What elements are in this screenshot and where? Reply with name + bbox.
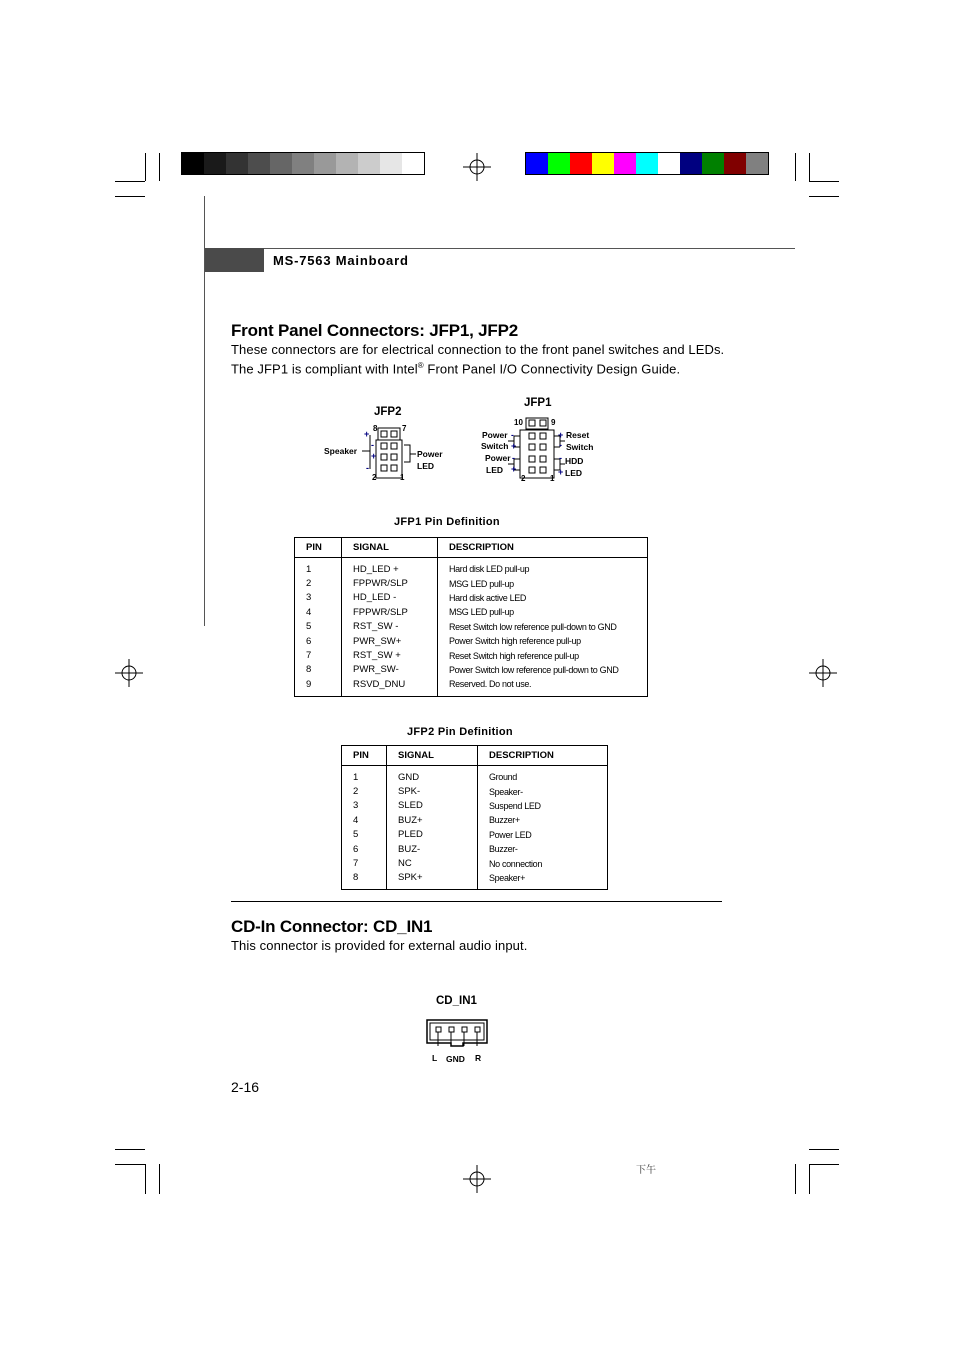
calibration-swatch — [270, 153, 292, 174]
calibration-swatch — [680, 153, 702, 174]
section-divider — [231, 901, 722, 902]
print-slug-text: 下午 — [636, 1165, 656, 1176]
jfp1-table-caption: JFP1 Pin Definition — [394, 516, 500, 528]
calibration-swatch — [226, 153, 248, 174]
table-row — [342, 871, 608, 890]
table-row — [342, 813, 608, 827]
signal-cell: PWR_SW+ — [342, 634, 438, 648]
jfp1-minus-1: - — [511, 430, 514, 440]
jfp2-pin-table — [341, 745, 608, 890]
pin-cell: 3 — [342, 799, 387, 813]
intro-line-2 — [231, 358, 724, 377]
description-cell: Power Switch high reference pull-up — [449, 636, 581, 647]
table-row — [342, 784, 608, 798]
signal-cell: RSVD_DNU — [342, 677, 438, 696]
pin-cell: 4 — [342, 813, 387, 827]
signal-cell: BUZ+ — [387, 813, 478, 827]
pin-cell: 2 — [295, 576, 342, 590]
jfp1-hdd-led-label-1: HDD — [565, 456, 584, 466]
signal-cell: FPPWR/SLP — [342, 576, 438, 590]
pin-cell: 1 — [342, 766, 387, 785]
pin-cell: 7 — [342, 856, 387, 870]
signal-cell: GND — [387, 766, 478, 785]
jfp2-minus-1: - — [371, 440, 374, 450]
pin-cell: 3 — [295, 591, 342, 605]
description-cell: No connection — [489, 858, 542, 869]
intro-line-1: These connectors are for electrical connection to the front panel switches and LEDs. — [231, 342, 725, 357]
jfp1-power-switch-label-1: Power — [482, 430, 508, 440]
description-cell: Power Switch low reference pull-down to GND — [449, 664, 619, 675]
jfp1-pin10-label: 10 — [514, 418, 523, 427]
cd-in-description: This connector is provided for external audio input. — [231, 938, 528, 953]
signal-cell: RST_SW + — [342, 648, 438, 662]
jfp1-power-switch-label-2: Switch — [481, 441, 509, 451]
description-cell: Speaker- — [489, 786, 523, 797]
section-intro — [231, 342, 724, 377]
jfp1-minus-4: - — [559, 453, 562, 463]
table-row — [295, 663, 648, 677]
front-panel-connector-diagram — [300, 390, 640, 490]
signal-cell: PLED — [387, 828, 478, 842]
signal-cell: HD_LED - — [342, 591, 438, 605]
table-row — [295, 558, 648, 577]
cd-in-title: CD_IN1 — [436, 995, 477, 1007]
calibration-swatch — [570, 153, 592, 174]
description-cell: Reserved. Do not use. — [449, 679, 532, 690]
column-header-description: DESCRIPTION — [478, 746, 608, 766]
signal-cell: SPK+ — [387, 871, 478, 890]
cd-in-connector-diagram — [420, 990, 500, 1068]
calibration-swatch — [746, 153, 768, 174]
pin-cell: 6 — [342, 842, 387, 856]
signal-cell: NC — [387, 856, 478, 870]
jfp2-power-label: Power — [417, 449, 443, 459]
header-title: MS-7563 Mainboard — [273, 253, 409, 268]
table-row — [295, 591, 648, 605]
column-header-signal: SIGNAL — [342, 538, 438, 558]
registration-mark-icon — [463, 1165, 491, 1193]
calibration-swatch — [358, 153, 380, 174]
table-row — [295, 620, 648, 634]
jfp1-title: JFP1 — [524, 397, 552, 409]
table-row — [295, 677, 648, 696]
pin-cell: 2 — [342, 784, 387, 798]
calibration-swatch — [380, 153, 402, 174]
calibration-swatch — [292, 153, 314, 174]
jfp2-speaker-label: Speaker — [324, 446, 358, 456]
table-row — [295, 605, 648, 619]
calibration-swatch — [402, 153, 424, 174]
jfp2-pin7-label: 7 — [402, 424, 407, 433]
table-header-row — [295, 538, 648, 558]
calibration-swatch — [592, 153, 614, 174]
jfp1-minus-3: - — [559, 440, 562, 450]
column-header-pin: PIN — [295, 538, 342, 558]
calibration-swatch — [248, 153, 270, 174]
registered-mark: ® — [417, 361, 424, 370]
description-cell: Hard disk active LED — [449, 592, 527, 603]
signal-cell: PWR_SW- — [342, 663, 438, 677]
table-header-row — [342, 746, 608, 766]
table-row — [342, 856, 608, 870]
calibration-swatch — [336, 153, 358, 174]
description-cell: Reset Switch high reference pull-up — [449, 650, 579, 661]
jfp1-plus-3: + — [558, 430, 564, 440]
signal-cell: HD_LED + — [342, 558, 438, 577]
color-calibration-strip — [525, 152, 769, 175]
column-header-signal: SIGNAL — [387, 746, 478, 766]
description-cell: Ground — [489, 772, 517, 783]
jfp1-plus-2: + — [511, 464, 517, 474]
calibration-swatch — [658, 153, 680, 174]
description-cell: MSG LED pull-up — [449, 578, 514, 589]
jfp2-plus-2: + — [371, 451, 377, 461]
calibration-swatch — [636, 153, 658, 174]
jfp2-plus-1: + — [364, 429, 370, 439]
jfp2-led-label: LED — [417, 461, 434, 471]
description-cell: Hard disk LED pull-up — [449, 564, 530, 575]
table-row — [295, 648, 648, 662]
jfp2-header-body — [376, 428, 402, 478]
pin-cell: 5 — [295, 620, 342, 634]
table-row — [342, 842, 608, 856]
signal-cell: RST_SW - — [342, 620, 438, 634]
description-cell: Suspend LED — [489, 800, 541, 811]
jfp2-pin2-label: 2 — [372, 473, 377, 482]
jfp1-pin-table — [294, 537, 648, 697]
description-cell: Reset Switch low reference pull-down to GND — [449, 621, 617, 632]
description-cell: MSG LED pull-up — [449, 607, 514, 618]
signal-cell: BUZ- — [387, 842, 478, 856]
header-tab-block — [205, 248, 264, 272]
jfp2-title: JFP2 — [374, 406, 402, 418]
calibration-swatch — [724, 153, 746, 174]
table-row — [295, 634, 648, 648]
jfp2-pin8-label: 8 — [373, 424, 378, 433]
calibration-swatch — [204, 153, 226, 174]
description-cell: Buzzer+ — [489, 815, 520, 826]
intro-line-2-a: The JFP1 is compliant with Intel — [231, 361, 418, 377]
jfp1-reset-switch-label-2: Switch — [566, 442, 594, 452]
description-cell: Buzzer- — [489, 844, 518, 855]
pin-cell: 7 — [295, 648, 342, 662]
pin-cell: 8 — [295, 663, 342, 677]
column-header-description: DESCRIPTION — [438, 538, 648, 558]
jfp1-reset-switch-label-1: Reset — [566, 430, 590, 440]
page-number: 2-16 — [231, 1079, 260, 1095]
table-row — [342, 799, 608, 813]
calibration-swatch — [548, 153, 570, 174]
jfp2-pin1-label: 1 — [400, 473, 405, 482]
jfp1-plus-1: + — [511, 441, 517, 451]
registration-mark-icon — [809, 659, 837, 687]
pin-cell: 5 — [342, 828, 387, 842]
jfp1-pin2-label: 2 — [521, 474, 526, 483]
jfp2-table-caption: JFP2 Pin Definition — [407, 726, 513, 738]
jfp2-minus-2: - — [366, 463, 369, 473]
table-row — [295, 576, 648, 590]
signal-cell: FPPWR/SLP — [342, 605, 438, 619]
cd-in-gnd-label: GND — [446, 1054, 465, 1064]
cd-in-left-label: L — [432, 1053, 438, 1063]
jfp1-hdd-led-label-2: LED — [565, 468, 582, 478]
calibration-swatch — [702, 153, 724, 174]
calibration-swatch — [314, 153, 336, 174]
cd-in-right-label: R — [475, 1053, 482, 1063]
description-cell: Speaker+ — [489, 872, 525, 883]
section-heading-cd-in: CD-In Connector: CD_IN1 — [231, 917, 433, 936]
jfp1-pin1-label: 1 — [550, 474, 555, 483]
registration-mark-icon — [115, 659, 143, 687]
jfp1-minus-2: - — [512, 453, 515, 463]
pin-cell: 9 — [295, 677, 342, 696]
grayscale-calibration-strip — [181, 152, 425, 175]
jfp1-plus-4: + — [558, 467, 564, 477]
table-row — [342, 828, 608, 842]
signal-cell: SLED — [387, 799, 478, 813]
column-header-pin: PIN — [342, 746, 387, 766]
table-row — [342, 766, 608, 785]
calibration-swatch — [526, 153, 548, 174]
jfp1-pin9-label: 9 — [551, 418, 556, 427]
registration-mark-icon — [463, 153, 491, 181]
pin-cell: 6 — [295, 634, 342, 648]
signal-cell: SPK- — [387, 784, 478, 798]
pin-cell: 8 — [342, 871, 387, 890]
description-cell: Power LED — [489, 829, 532, 840]
jfp1-power-led-label-2: LED — [486, 465, 503, 475]
pin-cell: 4 — [295, 605, 342, 619]
jfp1-header-body — [520, 418, 554, 478]
header-divider — [205, 248, 795, 249]
pin-cell: 1 — [295, 558, 342, 577]
jfp1-power-led-label-1: Power — [485, 453, 511, 463]
section-heading-front-panel: Front Panel Connectors: JFP1, JFP2 — [231, 321, 518, 340]
intro-line-2-b: Front Panel I/O Connectivity Design Guide. — [423, 361, 681, 377]
calibration-swatch — [614, 153, 636, 174]
calibration-swatch — [182, 153, 204, 174]
